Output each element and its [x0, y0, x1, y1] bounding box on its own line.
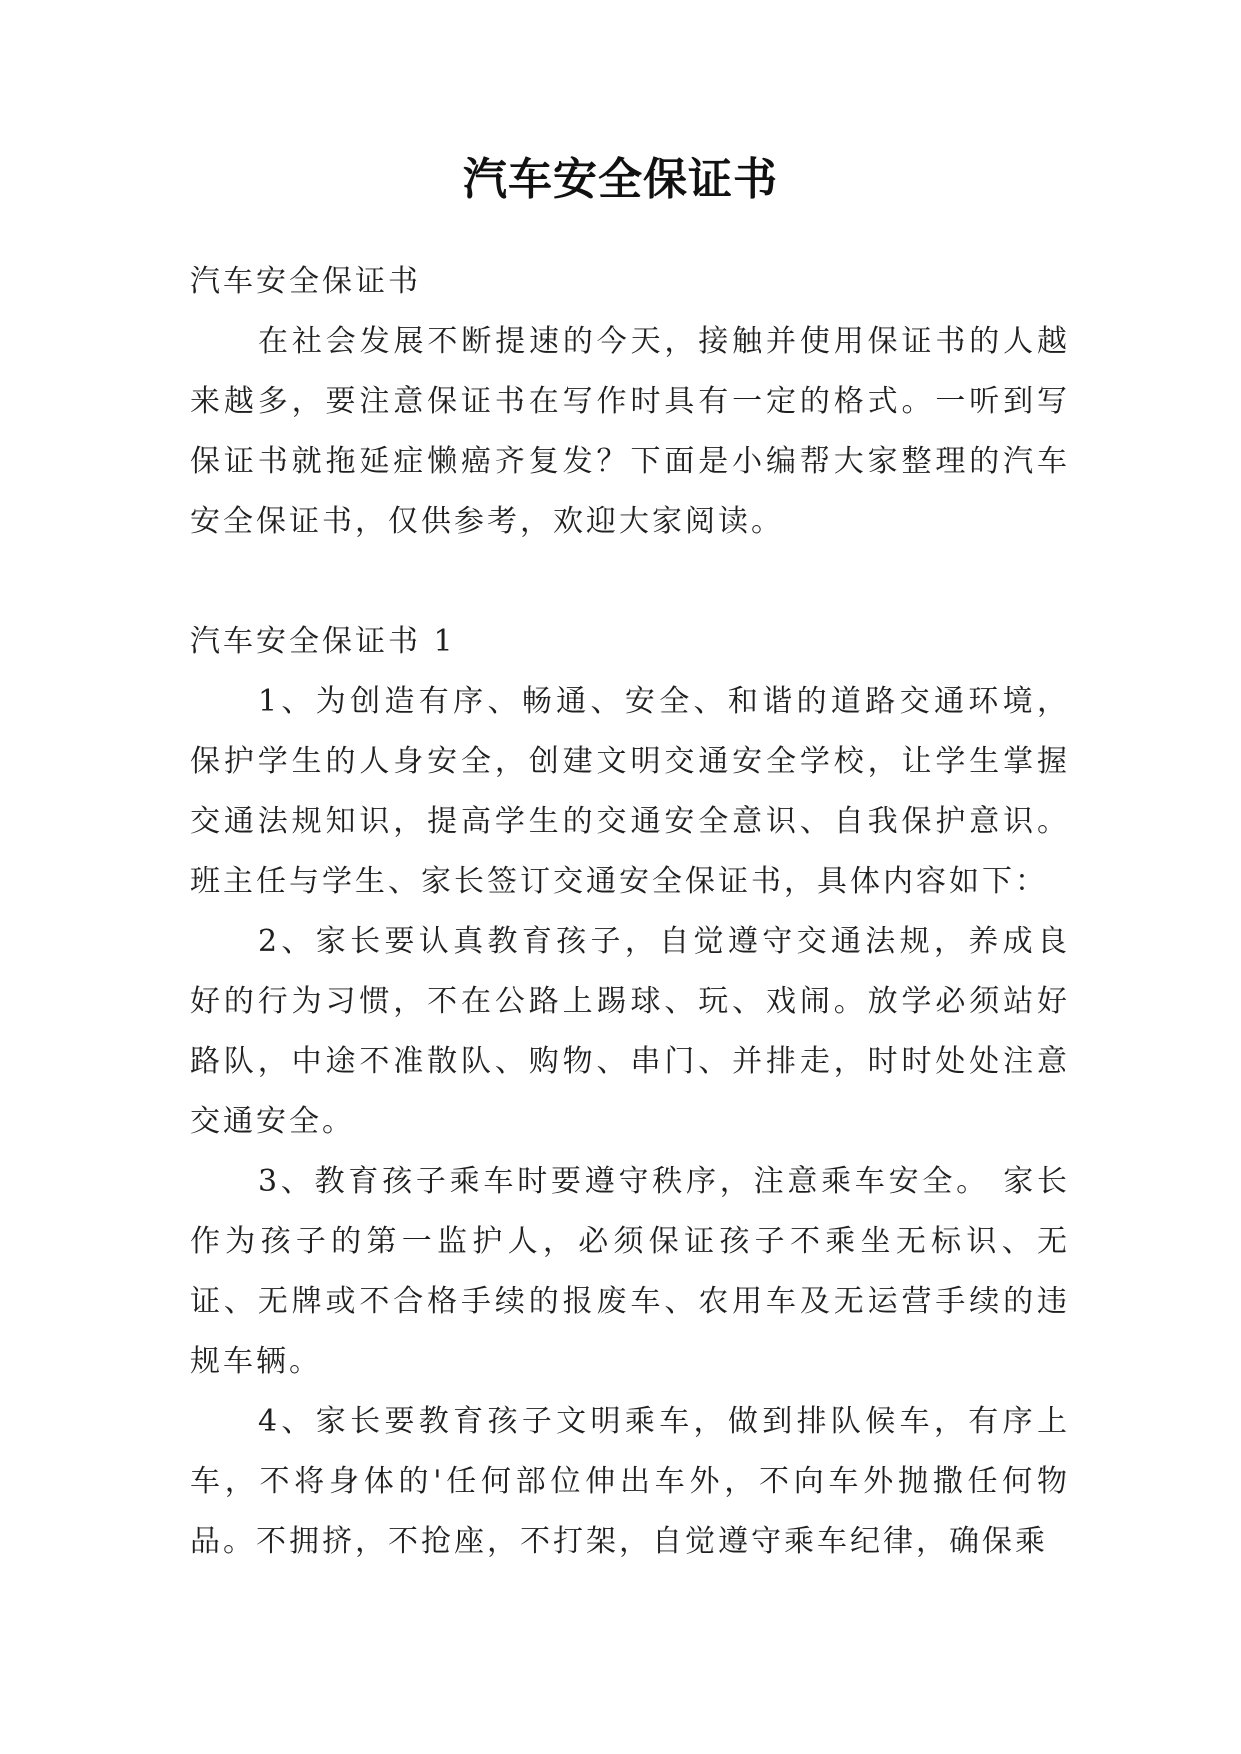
- document-body: [190, 252, 1070, 1572]
- paragraph-gap: [190, 552, 1070, 612]
- intro-paragraph: 在社会发展不断提速的今天，接触并使用保证书的人越来越多，要注意保证书在写作时具有一定的格式。一听到写保证书就拖延症懒癌齐复发？下面是小编帮大家整理的汽车安全保证书，仅供参考，欢迎大家阅读。: [190, 324, 1070, 539]
- clause-paragraph-2: 2、家长要认真教育孩子，自觉遵守交通法规，养成良好的行为习惯，不在公路上踢球、玩、戏闹。放学必须站好路队，中途不准散队、购物、串门、并排走，时时处处注意交通安全。: [190, 924, 1070, 1139]
- section-heading: 汽车安全保证书 1: [190, 624, 456, 659]
- subtitle: 汽车安全保证书: [190, 264, 421, 299]
- clause-paragraph-1: 1、为创造有序、畅通、安全、和谐的道路交通环境，保护学生的人身安全，创建文明交通安全学校，让学生掌握交通法规知识，提高学生的交通安全意识、自我保护意识。班主任与学生、家长签订交通安全保证书，具体内容如下：: [190, 684, 1070, 899]
- clause-paragraph-4: 4、家长要教育孩子文明乘车，做到排队候车，有序上车，不将身体的'任何部位伸出车外，不向车外抛撒任何物品。不拥挤，不抢座，不打架，自觉遵守乘车纪律，确保乘: [190, 1404, 1070, 1559]
- clause-paragraph-3: 3、教育孩子乘车时要遵守秩序，注意乘车安全。 家长作为孩子的第一监护人，必须保证孩子不乘坐无标识、无证、无牌或不合格手续的报废车、农用车及无运营手续的违规车辆。: [190, 1164, 1070, 1379]
- document-title: 汽车安全保证书: [463, 154, 778, 205]
